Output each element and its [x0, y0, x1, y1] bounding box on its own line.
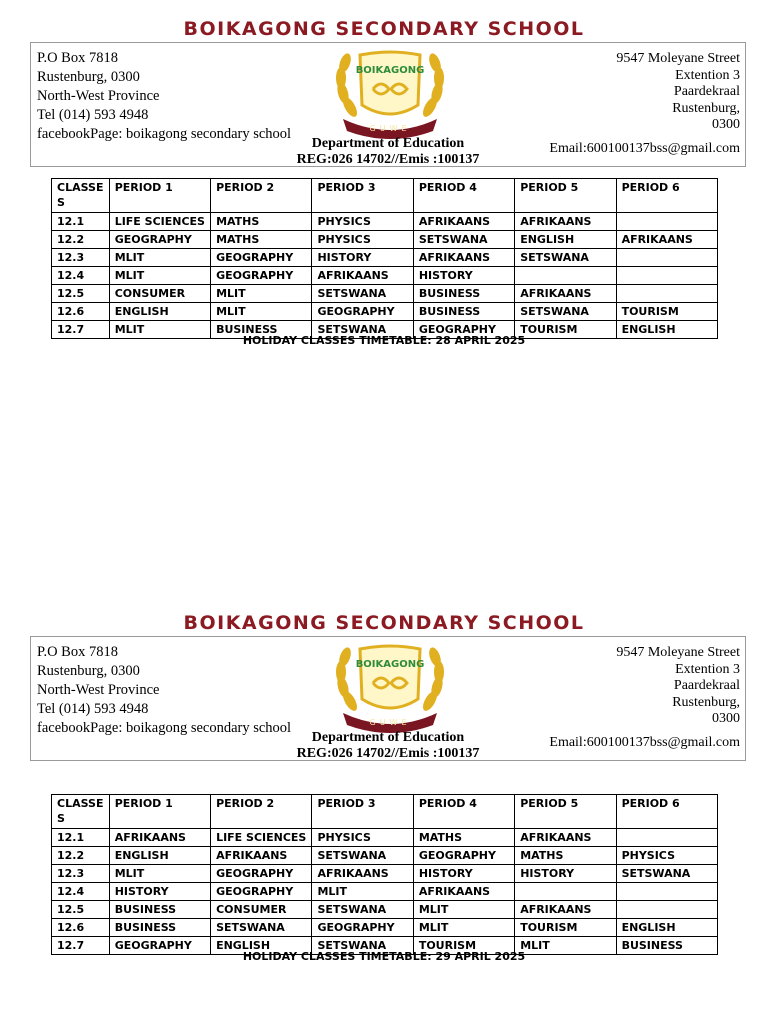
period-cell: AFRIKAANS — [312, 267, 413, 285]
class-cell: 12.1 — [52, 829, 110, 847]
class-cell: 12.1 — [52, 213, 110, 231]
period-cell: BUSINESS — [211, 321, 312, 339]
period-cell: MLIT — [413, 901, 514, 919]
period-cell: GEOGRAPHY — [109, 937, 210, 955]
table-row — [52, 829, 718, 847]
period-cell: MLIT — [211, 303, 312, 321]
header-classes: CLASSE S — [52, 179, 110, 213]
logo-text: BOIKAGONG — [355, 65, 425, 76]
header-period-4: PERIOD 4 — [413, 795, 514, 829]
period-cell: SETSWANA — [515, 303, 616, 321]
period-cell: MLIT — [109, 321, 210, 339]
city-line: Rustenburg, 0300 — [37, 69, 140, 85]
table-row — [52, 303, 718, 321]
period-cell: AFRIKAANS — [515, 285, 616, 303]
province-line: North-West Province — [37, 682, 160, 698]
period-cell: AFRIKAANS — [616, 231, 717, 249]
email-line: Email:600100137bss@gmail.com — [549, 140, 740, 156]
period-cell: AFRIKAANS — [413, 213, 514, 231]
period-cell — [515, 267, 616, 285]
period-cell: AFRIKAANS — [109, 829, 210, 847]
period-cell: SETSWANA — [312, 321, 413, 339]
period-cell: MLIT — [312, 883, 413, 901]
extension-line: Extention 3 — [675, 661, 740, 677]
period-cell: LIFE SCIENCES — [109, 213, 210, 231]
period-cell: HISTORY — [413, 267, 514, 285]
table-row — [52, 883, 718, 901]
period-cell: GEOGRAPHY — [211, 249, 312, 267]
period-cell: MLIT — [109, 865, 210, 883]
extension-line: Extention 3 — [675, 67, 740, 83]
logo-banner: GUWE — [369, 124, 411, 133]
header-period-2: PERIOD 2 — [211, 795, 312, 829]
period-cell: MATHS — [515, 847, 616, 865]
period-cell: MLIT — [515, 937, 616, 955]
period-cell: TOURISM — [515, 321, 616, 339]
table-row — [52, 865, 718, 883]
period-cell: ENGLISH — [616, 919, 717, 937]
period-cell: BUSINESS — [109, 901, 210, 919]
table-row — [52, 919, 718, 937]
street-line: 9547 Moleyane Street — [616, 645, 740, 660]
class-cell: 12.5 — [52, 285, 110, 303]
period-cell — [616, 267, 717, 285]
table-row — [52, 213, 718, 231]
period-cell: HISTORY — [413, 865, 514, 883]
period-cell: CONSUMER — [109, 285, 210, 303]
period-cell: GEOGRAPHY — [211, 883, 312, 901]
postcode-line: 0300 — [712, 117, 740, 132]
town-line: Rustenburg, — [672, 694, 740, 710]
logo-text: BOIKAGONG — [355, 659, 425, 670]
period-cell: MLIT — [413, 919, 514, 937]
department-block — [31, 730, 745, 762]
province-line: North-West Province — [37, 88, 160, 104]
class-cell: 12.5 — [52, 901, 110, 919]
header-period-6: PERIOD 6 — [616, 795, 717, 829]
timetable-caption: HOLIDAY CLASSES TIMETABLE: 28 APRIL 2025 — [242, 334, 526, 347]
period-cell: ENGLISH — [616, 321, 717, 339]
email-line: Email:600100137bss@gmail.com — [549, 734, 740, 750]
period-cell: BUSINESS — [413, 303, 514, 321]
period-cell: MLIT — [109, 267, 210, 285]
period-cell: ENGLISH — [211, 937, 312, 955]
period-cell: TOURISM — [616, 303, 717, 321]
period-cell: GEOGRAPHY — [413, 321, 514, 339]
period-cell: AFRIKAANS — [413, 249, 514, 267]
registration-number: REG:026 14702//Emis :100137 — [296, 746, 480, 761]
table-header-row — [52, 795, 718, 829]
header-period-6: PERIOD 6 — [616, 179, 717, 213]
period-cell — [616, 901, 717, 919]
registration-number: REG:026 14702//Emis :100137 — [296, 152, 480, 167]
class-cell: 12.4 — [52, 267, 110, 285]
phone-line: Tel (014) 593 4948 — [37, 107, 149, 123]
period-cell: HISTORY — [109, 883, 210, 901]
period-cell: AFRIKAANS — [413, 883, 514, 901]
header-period-2: PERIOD 2 — [211, 179, 312, 213]
period-cell: LIFE SCIENCES — [211, 829, 312, 847]
timetable-caption: HOLIDAY CLASSES TIMETABLE: 29 APRIL 2025 — [242, 950, 526, 963]
facebook-line: facebookPage: boikagong secondary school — [37, 720, 292, 736]
timetable-table — [51, 178, 718, 339]
period-cell: GEOGRAPHY — [211, 267, 312, 285]
suburb-line: Paardekraal — [673, 678, 740, 693]
po-box: P.O Box 7818 — [37, 50, 118, 66]
period-cell: SETSWANA — [312, 285, 413, 303]
po-box: P.O Box 7818 — [37, 644, 118, 660]
period-cell: AFRIKAANS — [312, 865, 413, 883]
table-row — [52, 231, 718, 249]
logo-banner: GUWE — [369, 718, 411, 727]
period-cell — [616, 285, 717, 303]
period-cell: AFRIKAANS — [211, 847, 312, 865]
period-cell: SETSWANA — [211, 919, 312, 937]
period-cell: BUSINESS — [616, 937, 717, 955]
period-cell: AFRIKAANS — [515, 829, 616, 847]
header-period-4: PERIOD 4 — [413, 179, 514, 213]
school-title: BOIKAGONG SECONDARY SCHOOL — [183, 612, 585, 634]
timetable-table — [51, 794, 718, 955]
department-block — [31, 136, 745, 168]
town-line: Rustenburg, — [672, 100, 740, 116]
period-cell: BUSINESS — [109, 919, 210, 937]
period-cell: CONSUMER — [211, 901, 312, 919]
header-period-5: PERIOD 5 — [515, 795, 616, 829]
table-row — [52, 267, 718, 285]
header-period-1: PERIOD 1 — [109, 179, 210, 213]
table-header-row — [52, 179, 718, 213]
city-line: Rustenburg, 0300 — [37, 663, 140, 679]
period-cell: SETSWANA — [312, 901, 413, 919]
street-line: 9547 Moleyane Street — [616, 51, 740, 66]
period-cell: ENGLISH — [515, 231, 616, 249]
period-cell — [616, 249, 717, 267]
period-cell: AFRIKAANS — [515, 901, 616, 919]
class-cell: 12.3 — [52, 249, 110, 267]
period-cell: SETSWANA — [616, 865, 717, 883]
period-cell: ENGLISH — [109, 303, 210, 321]
period-cell: GEOGRAPHY — [312, 303, 413, 321]
class-cell: 12.7 — [52, 321, 110, 339]
period-cell: PHYSICS — [616, 847, 717, 865]
period-cell: GEOGRAPHY — [109, 231, 210, 249]
letterhead — [30, 636, 746, 761]
period-cell — [616, 829, 717, 847]
period-cell: HISTORY — [312, 249, 413, 267]
class-cell: 12.6 — [52, 303, 110, 321]
class-cell: 12.4 — [52, 883, 110, 901]
period-cell: MLIT — [211, 285, 312, 303]
period-cell: GEOGRAPHY — [413, 847, 514, 865]
class-cell: 12.7 — [52, 937, 110, 955]
school-crest-logo — [315, 639, 465, 733]
period-cell: TOURISM — [515, 919, 616, 937]
period-cell: GEOGRAPHY — [211, 865, 312, 883]
department-name: Department of Education — [311, 136, 465, 151]
period-cell — [616, 883, 717, 901]
header-period-5: PERIOD 5 — [515, 179, 616, 213]
period-cell: SETSWANA — [413, 231, 514, 249]
period-cell: ENGLISH — [109, 847, 210, 865]
period-cell: PHYSICS — [312, 213, 413, 231]
header-period-1: PERIOD 1 — [109, 795, 210, 829]
period-cell: PHYSICS — [312, 829, 413, 847]
header-period-3: PERIOD 3 — [312, 179, 413, 213]
letterhead — [30, 42, 746, 167]
period-cell: MATHS — [211, 213, 312, 231]
period-cell: MATHS — [211, 231, 312, 249]
school-title: BOIKAGONG SECONDARY SCHOOL — [183, 18, 585, 40]
table-row — [52, 285, 718, 303]
class-cell: 12.6 — [52, 919, 110, 937]
period-cell: PHYSICS — [312, 231, 413, 249]
period-cell: SETSWANA — [312, 847, 413, 865]
class-cell: 12.2 — [52, 231, 110, 249]
facebook-line: facebookPage: boikagong secondary school — [37, 126, 292, 142]
department-name: Department of Education — [311, 730, 465, 745]
period-cell: SETSWANA — [515, 249, 616, 267]
header-classes: CLASSE S — [52, 795, 110, 829]
period-cell: BUSINESS — [413, 285, 514, 303]
table-row — [52, 901, 718, 919]
school-crest-logo — [315, 45, 465, 139]
address-left — [37, 49, 291, 144]
period-cell: TOURISM — [413, 937, 514, 955]
period-cell: GEOGRAPHY — [312, 919, 413, 937]
period-cell — [515, 883, 616, 901]
table-row — [52, 847, 718, 865]
period-cell: SETSWANA — [312, 937, 413, 955]
period-cell: MATHS — [413, 829, 514, 847]
period-cell: MLIT — [109, 249, 210, 267]
suburb-line: Paardekraal — [673, 84, 740, 99]
table-row — [52, 249, 718, 267]
header-period-3: PERIOD 3 — [312, 795, 413, 829]
period-cell: HISTORY — [515, 865, 616, 883]
class-cell: 12.2 — [52, 847, 110, 865]
postcode-line: 0300 — [712, 711, 740, 726]
period-cell: AFRIKAANS — [515, 213, 616, 231]
address-left — [37, 643, 291, 738]
phone-line: Tel (014) 593 4948 — [37, 701, 149, 717]
period-cell — [616, 213, 717, 231]
class-cell: 12.3 — [52, 865, 110, 883]
